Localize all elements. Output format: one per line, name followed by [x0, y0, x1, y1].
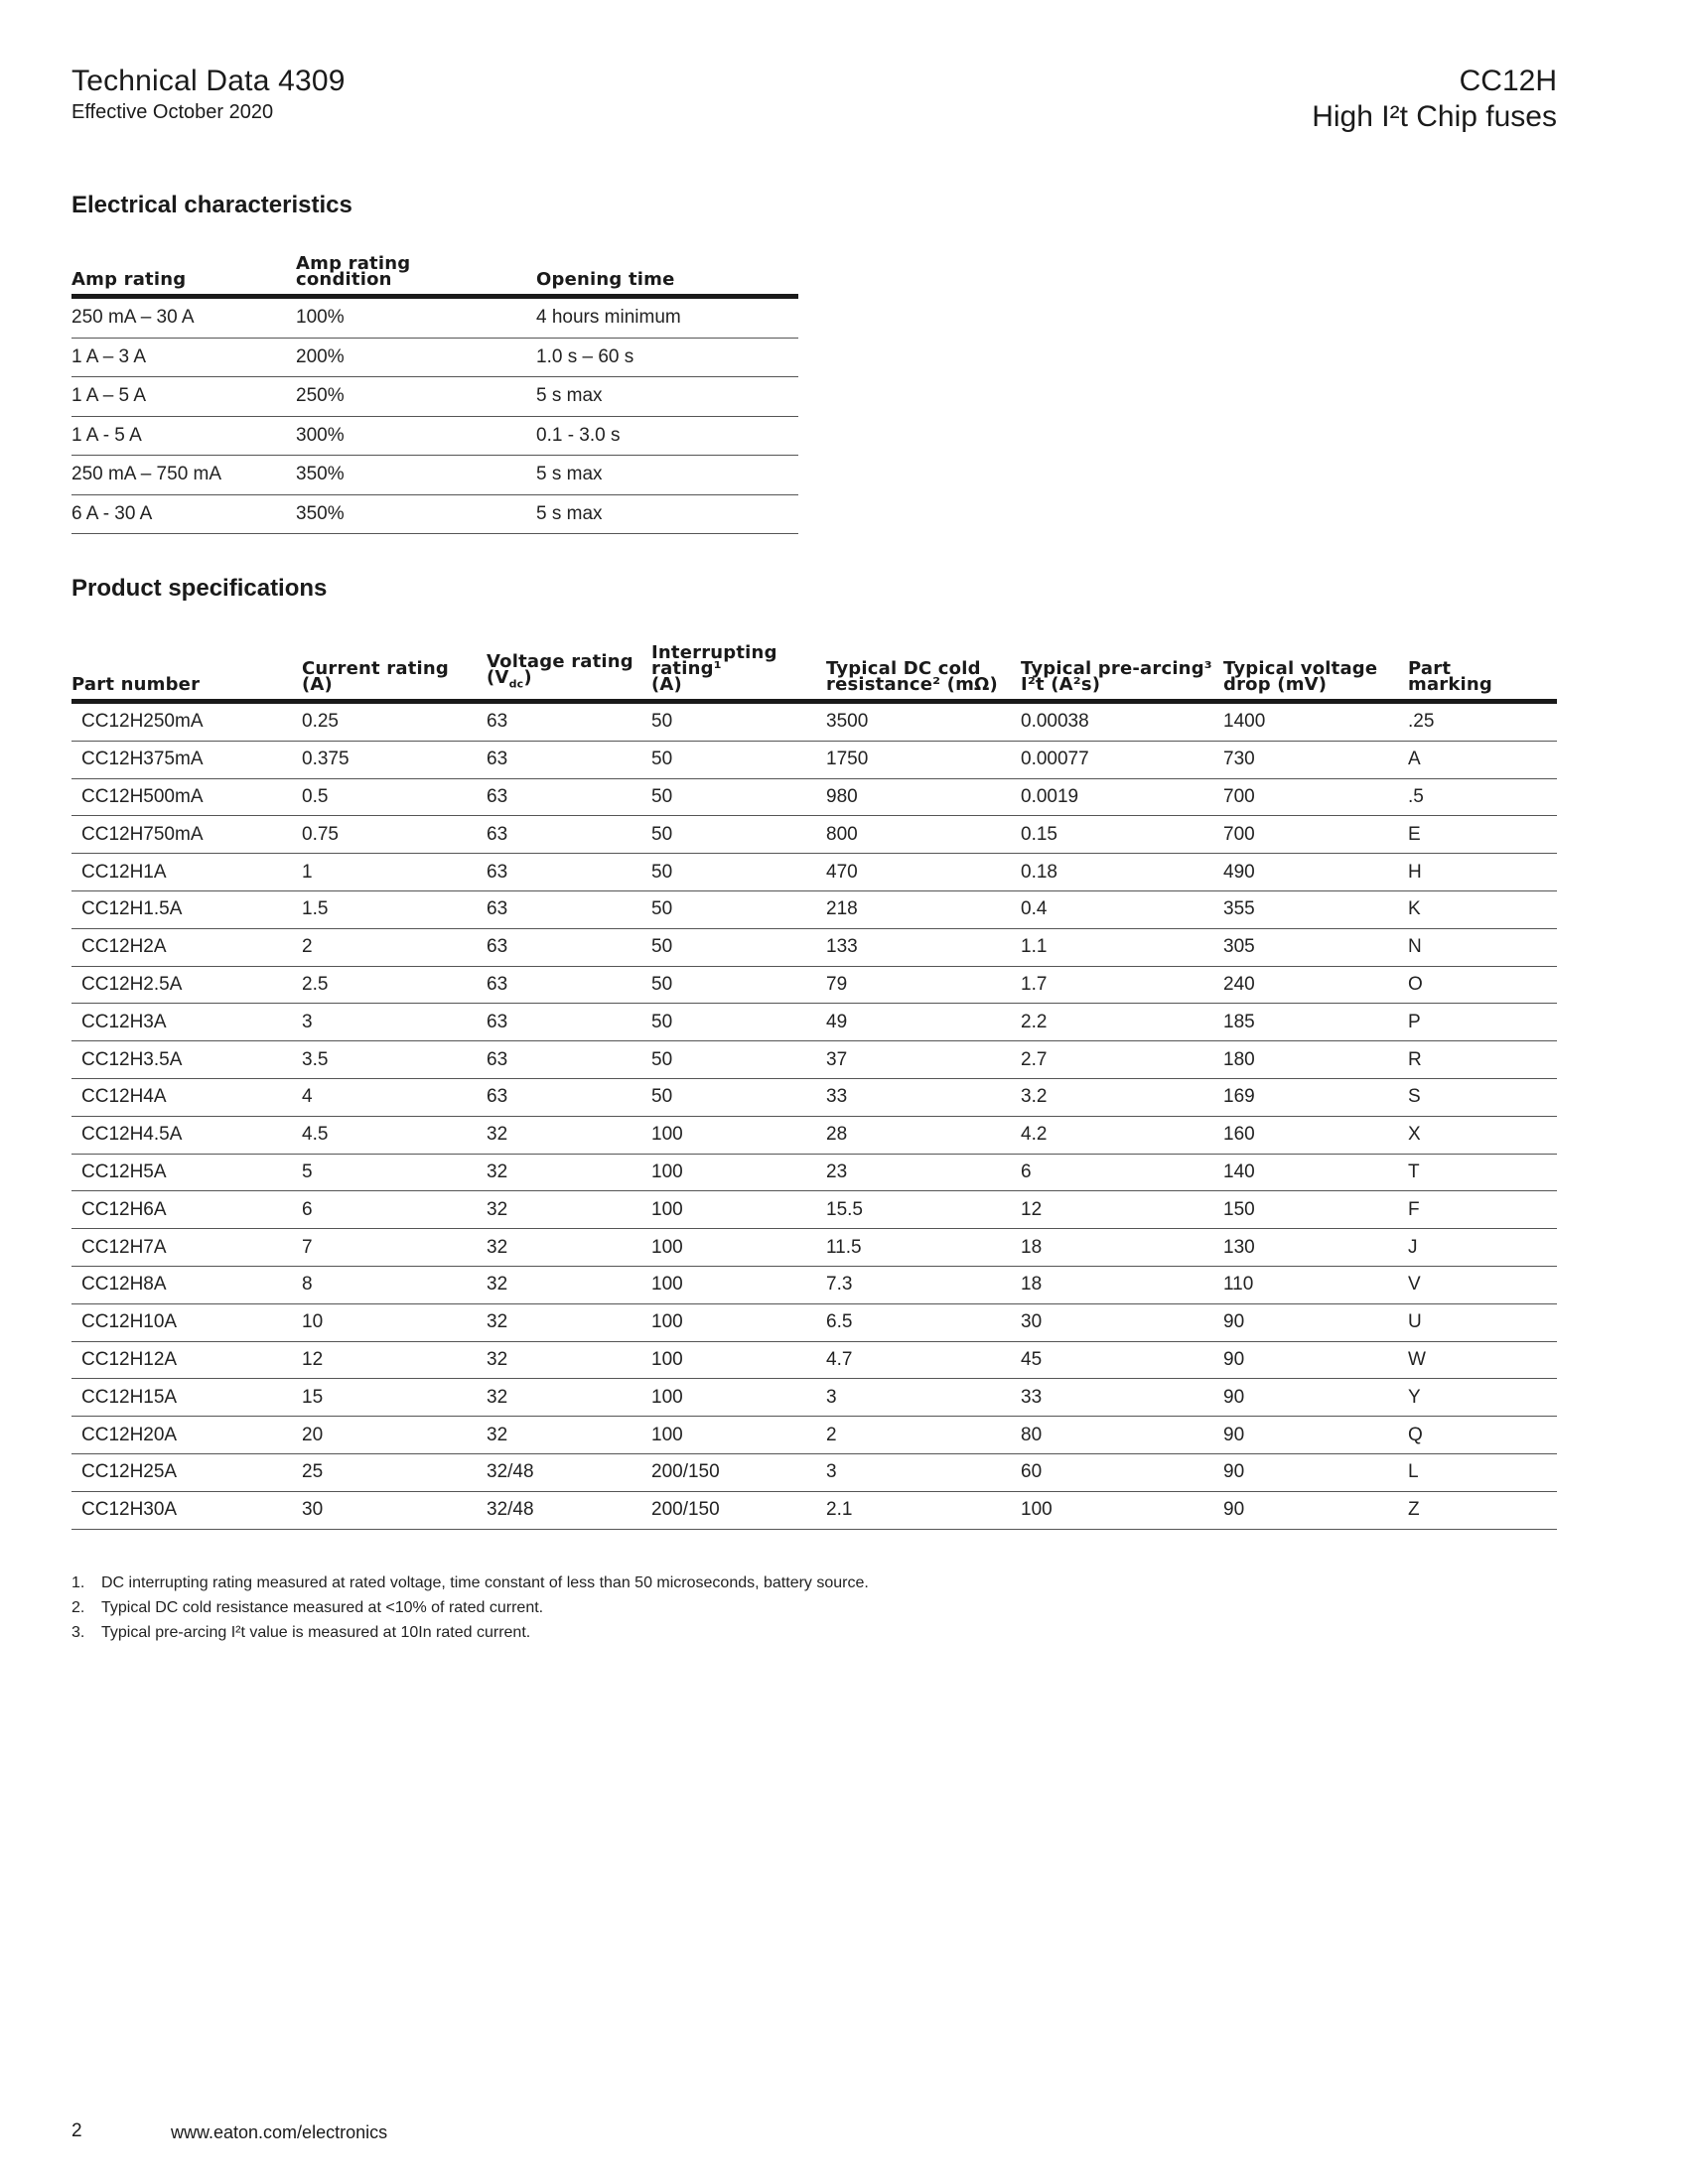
table-cell: 800 — [826, 816, 1021, 854]
table-cell: 2 — [826, 1417, 1021, 1454]
table-cell: 100% — [296, 297, 536, 339]
part-number-cell: CC12H20A — [71, 1417, 302, 1454]
table-cell: 300% — [296, 416, 536, 456]
table-cell: 305 — [1223, 928, 1408, 966]
table-cell: 5 s max — [536, 456, 798, 495]
table-cell: 50 — [651, 778, 826, 816]
table-cell: 60 — [1021, 1453, 1223, 1491]
part-number-cell: CC12H1.5A — [71, 890, 302, 928]
table-row — [71, 1303, 1557, 1341]
table-cell: 218 — [826, 890, 1021, 928]
part-number-cell: CC12H750mA — [71, 816, 302, 854]
table-cell: .25 — [1408, 702, 1557, 742]
table-cell: 100 — [651, 1379, 826, 1417]
table-cell: 4.7 — [826, 1341, 1021, 1379]
table-cell: 200% — [296, 338, 536, 377]
table-row — [71, 1078, 1557, 1116]
table-header-row — [71, 645, 1557, 702]
table-cell: 1 A - 5 A — [71, 416, 296, 456]
table-cell: X — [1408, 1116, 1557, 1154]
table-cell: 2.7 — [1021, 1041, 1223, 1079]
table-cell: 79 — [826, 966, 1021, 1004]
doc-title-prefix: Technical Data — [71, 65, 270, 97]
table-cell: 50 — [651, 1041, 826, 1079]
table-cell: 200/150 — [651, 1453, 826, 1491]
table-cell: 0.0019 — [1021, 778, 1223, 816]
col-voltage-drop: Typical voltage drop (mV) — [1223, 645, 1408, 702]
footnote-text: DC interrupting rating measured at rated voltage, time constant of less than 50 microseconds, battery source. — [101, 1574, 869, 1591]
table-cell: 49 — [826, 1004, 1021, 1041]
table-row — [71, 702, 1557, 742]
table-row — [71, 816, 1557, 854]
table-cell: 100 — [651, 1417, 826, 1454]
table-cell: 50 — [651, 741, 826, 778]
col-current-rating: Current rating (A) — [302, 645, 487, 702]
website-link[interactable]: www.eaton.com/electronics — [171, 2122, 388, 2142]
table-cell: 350% — [296, 494, 536, 534]
table-row — [71, 1229, 1557, 1267]
document-title — [71, 64, 346, 99]
table-cell: P — [1408, 1004, 1557, 1041]
table-cell: 0.1 - 3.0 s — [536, 416, 798, 456]
table-cell: 700 — [1223, 778, 1408, 816]
table-cell: 90 — [1223, 1341, 1408, 1379]
table-cell: 0.5 — [302, 778, 487, 816]
footnotes — [71, 1570, 869, 1645]
table-cell: 28 — [826, 1116, 1021, 1154]
table-cell: J — [1408, 1229, 1557, 1267]
table-cell: 12 — [1021, 1191, 1223, 1229]
table-cell: 700 — [1223, 816, 1408, 854]
footnote-number: 3. — [71, 1624, 85, 1641]
part-number-cell: CC12H3.5A — [71, 1041, 302, 1079]
table-cell: 50 — [651, 854, 826, 891]
table-cell: 63 — [487, 741, 651, 778]
table-cell: 32 — [487, 1303, 651, 1341]
table-cell: 32 — [487, 1266, 651, 1303]
table-cell: 80 — [1021, 1417, 1223, 1454]
table-cell: 23 — [826, 1154, 1021, 1191]
table-cell: 355 — [1223, 890, 1408, 928]
table-cell: E — [1408, 816, 1557, 854]
table-cell: R — [1408, 1041, 1557, 1079]
table-row — [71, 1379, 1557, 1417]
table-cell: 63 — [487, 778, 651, 816]
col-interrupting-rating: Interrupting rating¹ (A) — [651, 645, 826, 702]
table-cell: 110 — [1223, 1266, 1408, 1303]
table-cell: 11.5 — [826, 1229, 1021, 1267]
product-specifications-table — [71, 642, 1557, 1530]
part-number-cell: CC12H15A — [71, 1379, 302, 1417]
product-name: High I²t Chip fuses — [1312, 100, 1557, 133]
table-cell: 50 — [651, 702, 826, 742]
table-cell: 32/48 — [487, 1453, 651, 1491]
table-cell: 5 s max — [536, 377, 798, 417]
table-row — [71, 1041, 1557, 1079]
table-cell: 90 — [1223, 1453, 1408, 1491]
table-cell: 3.5 — [302, 1041, 487, 1079]
part-number-cell: CC12H8A — [71, 1266, 302, 1303]
table-cell: 0.25 — [302, 702, 487, 742]
table-cell: 12 — [302, 1341, 487, 1379]
table-row — [71, 416, 798, 456]
part-number-cell: CC12H1A — [71, 854, 302, 891]
table-cell: 18 — [1021, 1229, 1223, 1267]
table-cell: 32 — [487, 1154, 651, 1191]
table-cell: 50 — [651, 890, 826, 928]
col-voltage-rating: Voltage rating $(V_{dc})$ — [487, 645, 651, 702]
table-row — [71, 1453, 1557, 1491]
footnote-text: Typical pre-arcing I²t value is measured at 10In rated current. — [101, 1624, 531, 1641]
table-cell: 63 — [487, 1078, 651, 1116]
table-cell: 0.375 — [302, 741, 487, 778]
table-cell: V — [1408, 1266, 1557, 1303]
table-row — [71, 1266, 1557, 1303]
table-cell: 1 A – 5 A — [71, 377, 296, 417]
table-cell: A — [1408, 741, 1557, 778]
part-number-cell: CC12H2A — [71, 928, 302, 966]
table-cell: 33 — [826, 1078, 1021, 1116]
table-cell: N — [1408, 928, 1557, 966]
table-row — [71, 928, 1557, 966]
table-cell: 7.3 — [826, 1266, 1021, 1303]
table-cell: 100 — [651, 1341, 826, 1379]
table-cell: 2.5 — [302, 966, 487, 1004]
table-cell: L — [1408, 1453, 1557, 1491]
table-row — [71, 1491, 1557, 1529]
table-cell: 0.75 — [302, 816, 487, 854]
table-cell: 1.5 — [302, 890, 487, 928]
table-cell: 4.5 — [302, 1116, 487, 1154]
table-cell: 1.1 — [1021, 928, 1223, 966]
table-cell: 50 — [651, 816, 826, 854]
table-cell: 63 — [487, 702, 651, 742]
page-number: 2 — [71, 2120, 82, 2141]
table-cell: 63 — [487, 928, 651, 966]
part-number-cell: CC12H5A — [71, 1154, 302, 1191]
table-cell: 18 — [1021, 1266, 1223, 1303]
table-row — [71, 1154, 1557, 1191]
table-cell: 3 — [302, 1004, 487, 1041]
part-number-cell: CC12H4A — [71, 1078, 302, 1116]
table-cell: K — [1408, 890, 1557, 928]
table-cell: 100 — [1021, 1491, 1223, 1529]
table-cell: 150 — [1223, 1191, 1408, 1229]
footnote-2 — [71, 1595, 869, 1620]
table-row — [71, 1004, 1557, 1041]
doc-number: 4309 — [278, 65, 346, 97]
table-cell: 32 — [487, 1191, 651, 1229]
table-cell: 100 — [651, 1303, 826, 1341]
table-row — [71, 494, 798, 534]
table-cell: Y — [1408, 1379, 1557, 1417]
table-cell: 63 — [487, 816, 651, 854]
table-cell: 1 — [302, 854, 487, 891]
table-row — [71, 778, 1557, 816]
part-number-cell: CC12H30A — [71, 1491, 302, 1529]
table-cell: 100 — [651, 1191, 826, 1229]
table-cell: U — [1408, 1303, 1557, 1341]
table-cell: O — [1408, 966, 1557, 1004]
table-cell: 45 — [1021, 1341, 1223, 1379]
table-row — [71, 890, 1557, 928]
table-cell: 250 mA – 750 mA — [71, 456, 296, 495]
table-cell: 1750 — [826, 741, 1021, 778]
table-cell: 4 hours minimum — [536, 297, 798, 339]
table-cell: 63 — [487, 890, 651, 928]
footnote-text: Typical DC cold resistance measured at <10% of rated current. — [101, 1599, 544, 1616]
table-cell: 50 — [651, 1004, 826, 1041]
table-cell: 4.2 — [1021, 1116, 1223, 1154]
table-row — [71, 966, 1557, 1004]
table-cell: 10 — [302, 1303, 487, 1341]
table-cell: 32 — [487, 1417, 651, 1454]
table-cell: T — [1408, 1154, 1557, 1191]
table-cell: 169 — [1223, 1078, 1408, 1116]
table-cell: 2 — [302, 928, 487, 966]
table-cell: 6 — [302, 1191, 487, 1229]
table-cell: 160 — [1223, 1116, 1408, 1154]
part-number-cell: CC12H3A — [71, 1004, 302, 1041]
footnote-3 — [71, 1620, 869, 1645]
table-cell: 100 — [651, 1229, 826, 1267]
table-cell: 63 — [487, 1041, 651, 1079]
table-cell: 50 — [651, 966, 826, 1004]
table-row — [71, 1417, 1557, 1454]
product-code: CC12H — [1459, 65, 1557, 97]
table-cell: 90 — [1223, 1491, 1408, 1529]
table-cell: 0.15 — [1021, 816, 1223, 854]
part-number-cell: CC12H250mA — [71, 702, 302, 742]
table-cell: 0.4 — [1021, 890, 1223, 928]
part-number-cell: CC12H25A — [71, 1453, 302, 1491]
table-cell: 1400 — [1223, 702, 1408, 742]
part-number-cell: CC12H2.5A — [71, 966, 302, 1004]
footnote-1 — [71, 1570, 869, 1595]
table-cell: 2.2 — [1021, 1004, 1223, 1041]
table-cell: 5 s max — [536, 494, 798, 534]
table-cell: 32/48 — [487, 1491, 651, 1529]
part-number-cell: CC12H12A — [71, 1341, 302, 1379]
part-number-cell: CC12H4.5A — [71, 1116, 302, 1154]
table-cell: 32 — [487, 1229, 651, 1267]
table-cell: 140 — [1223, 1154, 1408, 1191]
part-number-cell: CC12H7A — [71, 1229, 302, 1267]
table-cell: Z — [1408, 1491, 1557, 1529]
table-cell: 7 — [302, 1229, 487, 1267]
table-cell: F — [1408, 1191, 1557, 1229]
table-cell: .5 — [1408, 778, 1557, 816]
table-cell: 63 — [487, 1004, 651, 1041]
table-cell: 63 — [487, 854, 651, 891]
table-row — [71, 1341, 1557, 1379]
table-header-row — [71, 256, 798, 297]
table-cell: 63 — [487, 966, 651, 1004]
table-row — [71, 1116, 1557, 1154]
electrical-characteristics-table — [71, 253, 798, 534]
table-cell: 100 — [651, 1154, 826, 1191]
table-row — [71, 338, 798, 377]
table-cell: 32 — [487, 1379, 651, 1417]
table-cell: 180 — [1223, 1041, 1408, 1079]
table-cell: 1.7 — [1021, 966, 1223, 1004]
table-cell: 8 — [302, 1266, 487, 1303]
table-cell: 130 — [1223, 1229, 1408, 1267]
part-number-cell: CC12H375mA — [71, 741, 302, 778]
table-cell: 240 — [1223, 966, 1408, 1004]
col-part-marking: Part marking — [1408, 645, 1557, 702]
effective-date: Effective October 2020 — [71, 101, 274, 123]
table-cell: 90 — [1223, 1417, 1408, 1454]
table-cell: 50 — [651, 1078, 826, 1116]
product-header — [1312, 64, 1557, 135]
table-row — [71, 456, 798, 495]
table-row — [71, 854, 1557, 891]
table-cell: 90 — [1223, 1379, 1408, 1417]
col-dc-cold-resistance: Typical DC cold resistance² (mΩ) — [826, 645, 1021, 702]
table-cell: 1 A – 3 A — [71, 338, 296, 377]
table-cell: 100 — [651, 1116, 826, 1154]
table-cell: 30 — [1021, 1303, 1223, 1341]
table-cell: 15.5 — [826, 1191, 1021, 1229]
table-cell: 100 — [651, 1266, 826, 1303]
table-row — [71, 297, 798, 339]
table-cell: 33 — [1021, 1379, 1223, 1417]
table-cell: 6.5 — [826, 1303, 1021, 1341]
table-cell: 1.0 s – 60 s — [536, 338, 798, 377]
table-cell: 37 — [826, 1041, 1021, 1079]
table-cell: 0.18 — [1021, 854, 1223, 891]
table-cell: 3.2 — [1021, 1078, 1223, 1116]
product-specifications-title: Product specifications — [71, 575, 328, 602]
table-cell: Q — [1408, 1417, 1557, 1454]
table-cell: 730 — [1223, 741, 1408, 778]
table-cell: 185 — [1223, 1004, 1408, 1041]
table-cell: 490 — [1223, 854, 1408, 891]
table-cell: 25 — [302, 1453, 487, 1491]
part-number-cell: CC12H500mA — [71, 778, 302, 816]
footnote-number: 2. — [71, 1599, 85, 1616]
table-cell: 20 — [302, 1417, 487, 1454]
table-cell: 32 — [487, 1341, 651, 1379]
col-amp-rating: Amp rating — [71, 256, 296, 297]
table-cell: 4 — [302, 1078, 487, 1116]
table-cell: 980 — [826, 778, 1021, 816]
table-cell: 3 — [826, 1453, 1021, 1491]
table-row — [71, 377, 798, 417]
electrical-characteristics-title: Electrical characteristics — [71, 192, 352, 218]
table-row — [71, 741, 1557, 778]
table-cell: 5 — [302, 1154, 487, 1191]
table-cell: 3 — [826, 1379, 1021, 1417]
table-cell: 30 — [302, 1491, 487, 1529]
table-cell: 2.1 — [826, 1491, 1021, 1529]
table-cell: W — [1408, 1341, 1557, 1379]
col-part-number: Part number — [71, 645, 302, 702]
table-cell: 250% — [296, 377, 536, 417]
table-cell: 250 mA – 30 A — [71, 297, 296, 339]
col-opening-time: Opening time — [536, 256, 798, 297]
table-cell: 50 — [651, 928, 826, 966]
table-cell: 470 — [826, 854, 1021, 891]
part-number-cell: CC12H10A — [71, 1303, 302, 1341]
table-cell: H — [1408, 854, 1557, 891]
table-cell: 32 — [487, 1116, 651, 1154]
table-cell: 350% — [296, 456, 536, 495]
part-number-cell: CC12H6A — [71, 1191, 302, 1229]
table-cell: 6 A - 30 A — [71, 494, 296, 534]
table-cell: 200/150 — [651, 1491, 826, 1529]
table-cell: 6 — [1021, 1154, 1223, 1191]
table-cell: 3500 — [826, 702, 1021, 742]
table-cell: 15 — [302, 1379, 487, 1417]
table-cell: 90 — [1223, 1303, 1408, 1341]
table-cell: 0.00077 — [1021, 741, 1223, 778]
footnote-number: 1. — [71, 1574, 85, 1591]
col-amp-rating-condition: Amp rating condition — [296, 256, 536, 297]
table-cell: S — [1408, 1078, 1557, 1116]
table-cell: 0.00038 — [1021, 702, 1223, 742]
table-row — [71, 1191, 1557, 1229]
table-cell: 133 — [826, 928, 1021, 966]
col-pre-arcing-i2t: Typical pre-arcing³ I²t (A²s) — [1021, 645, 1223, 702]
document-header — [71, 64, 346, 125]
